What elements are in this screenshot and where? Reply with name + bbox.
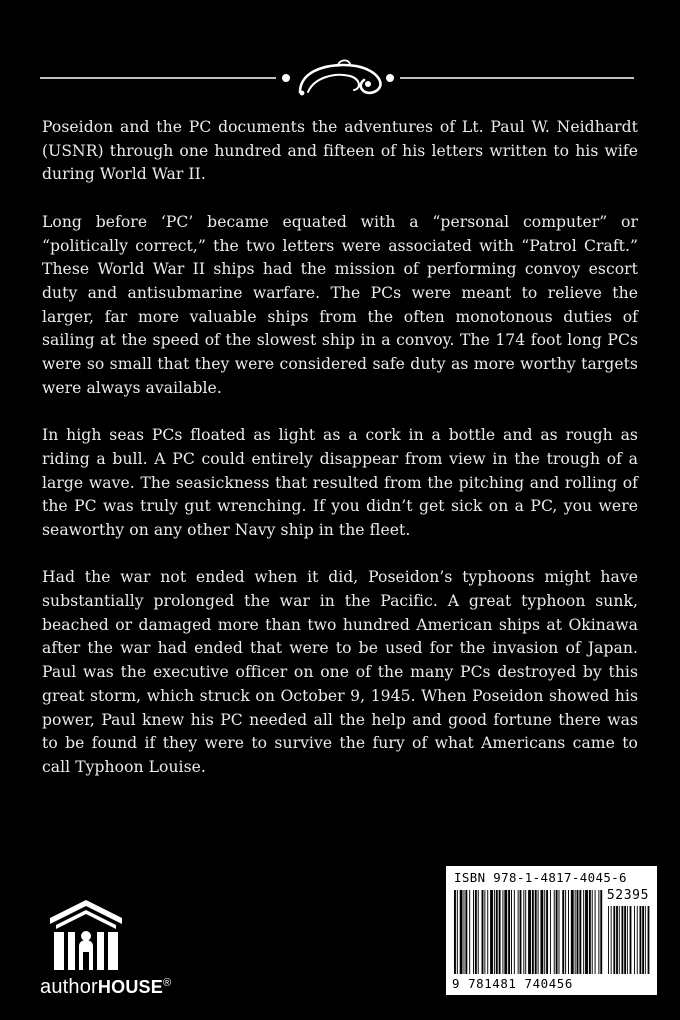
blurb-paragraph-2: Long before ‘PC’ became equated with a “personal computer” or “politically correct,” the two letters were associated with “Patrol Craft.” These World War II ships had the mission of performing convoy escort duty and antisubmarine warfare. The PCs were meant to relieve the larger, far more valuable ships from the often monotonous duties of sailing at the speed of the slowest ship in a convoy. The 174 foot long PCs were so small that they were considered safe duty as more worthy targets were always available. xyxy=(42,212,638,397)
isbn-text: ISBN 978-1-4817-4045-6 xyxy=(454,870,627,885)
isbn-barcode xyxy=(446,866,657,995)
back-cover-blurb xyxy=(42,116,638,803)
publisher-name-part1: author xyxy=(40,976,98,998)
barcode-bars xyxy=(452,890,652,976)
blurb-paragraph-1: Poseidon and the PC documents the adventures of Lt. Paul W. Neidhardt (USNR) through one hundred and fifteen of his letters written to his wife during World War II. xyxy=(42,118,638,184)
publisher-name-part2: HOUSE xyxy=(97,977,163,997)
publisher-name xyxy=(40,976,171,999)
authorhouse-house-icon xyxy=(48,898,124,972)
registered-mark: ® xyxy=(162,977,172,989)
blurb-paragraph-3: In high seas PCs floated as light as a cork in a bottle and as rough as riding a bull. A PC could entirely disappear from view in the trough of a large wave. The seasickness that resulted from the pitching and rolling of the PC was truly gut wrenching. If you didn’t get sick on a PC, you were seaworthy on any other Navy ship in the fleet. xyxy=(42,426,638,539)
flourish-ornament-icon xyxy=(38,56,638,106)
ornamental-divider xyxy=(38,56,638,106)
blurb-paragraph-4: Had the war not ended when it did, Poseidon’s typhoons might have substantially prolonged the war in the Pacific. A great typhoon sunk, beached or damaged more than two hundred American ships at Okinawa after the war had ended that were to be used for the invasion of Japan. Paul was the executive officer on one of the many PCs destroyed by this great storm, which struck on October 9, 1945. When Poseidon showed his power, Paul knew his PC needed all the help and good fortune there was to be found if they were to survive the fury of what Americans came to call Typhoon Louise. xyxy=(42,568,638,776)
ean-digits: 9 781481 740456 xyxy=(452,976,573,991)
price-code: 52395 xyxy=(606,888,649,903)
publisher-logo xyxy=(40,898,200,1008)
